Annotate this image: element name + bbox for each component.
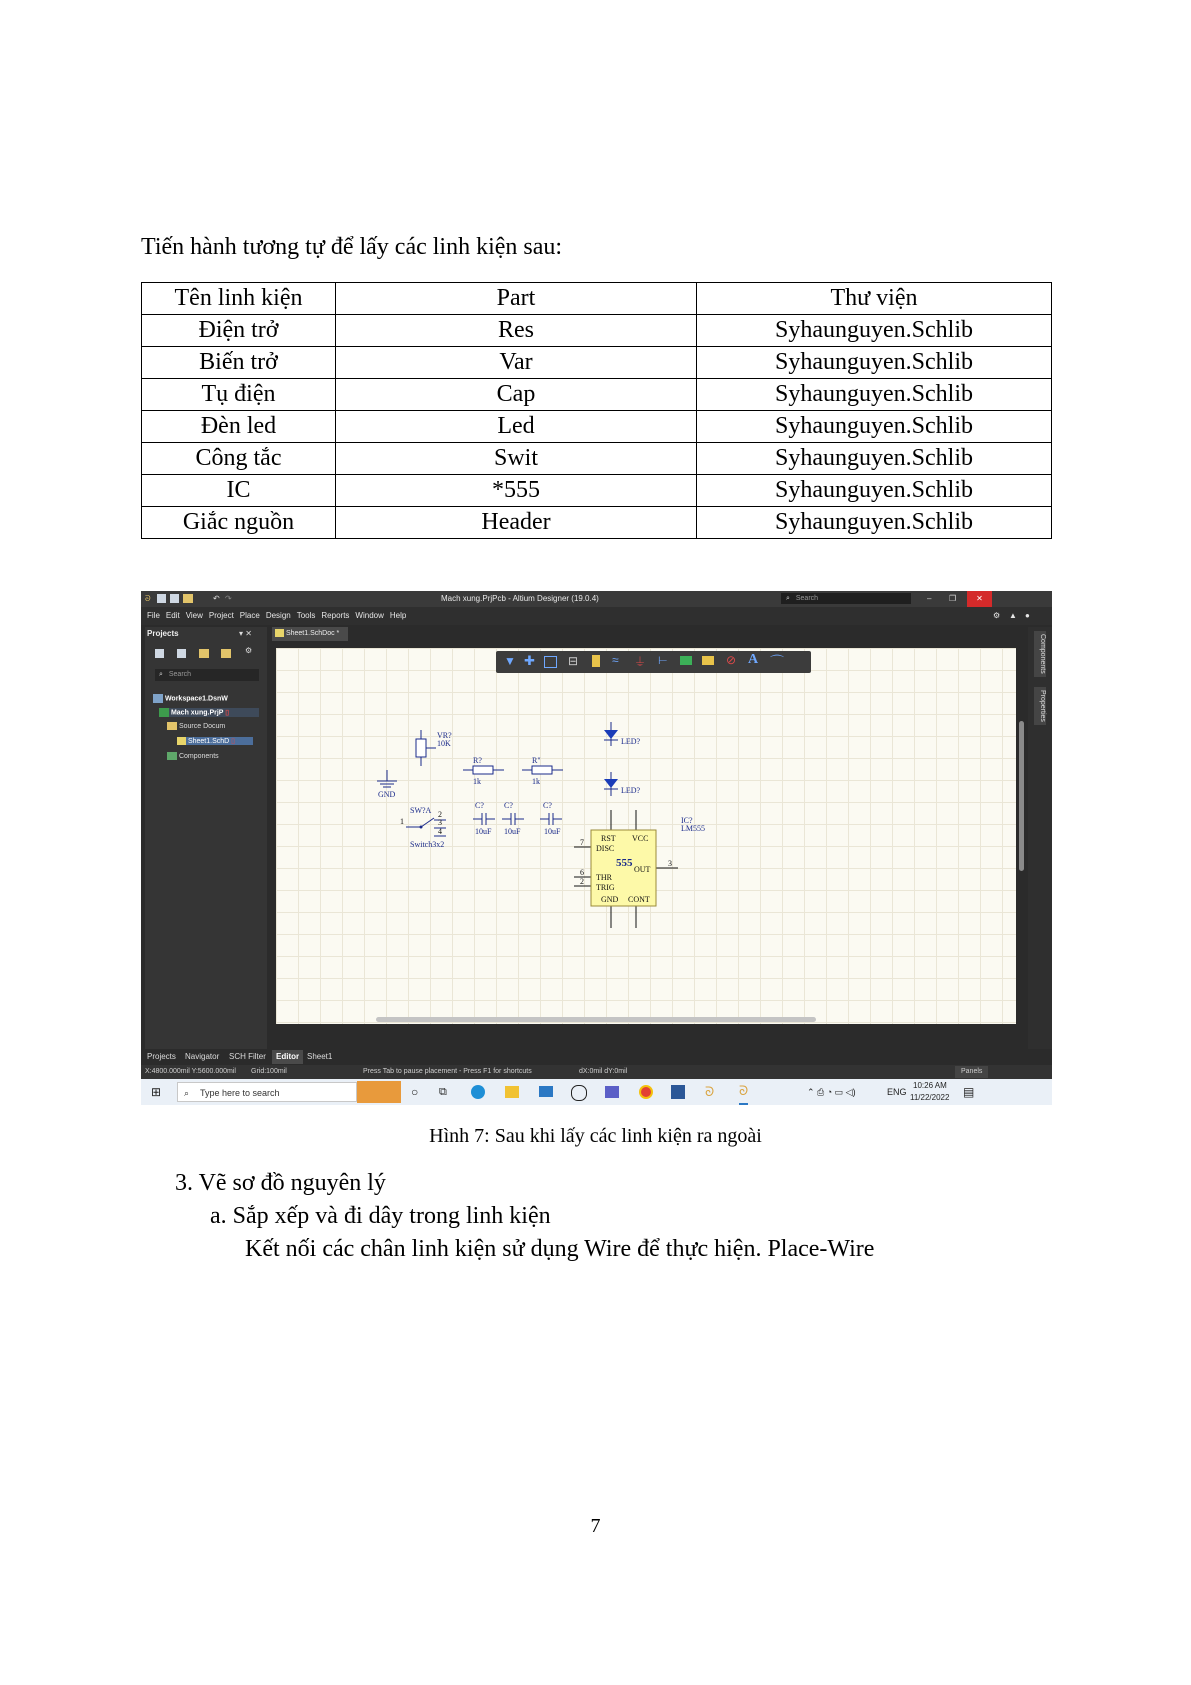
- r1-ref: R?: [473, 756, 482, 765]
- menu-reports[interactable]: Reports: [321, 611, 350, 620]
- menu-view[interactable]: View: [185, 611, 203, 620]
- tree-label: Source Docum: [178, 722, 226, 730]
- altium-screenshot: [141, 591, 1052, 1105]
- table-cell: Giắc nguồn: [142, 507, 336, 539]
- projects-panel: [145, 627, 267, 1049]
- capacitor-1[interactable]: [473, 801, 495, 836]
- table-cell: Syhaunguyen.Schlib: [697, 411, 1052, 443]
- projects-panel-title: Projects: [147, 629, 179, 638]
- bottom-tab-projects[interactable]: Projects: [147, 1052, 176, 1061]
- document-tab[interactable]: [272, 627, 348, 641]
- folder-icon: [167, 722, 177, 730]
- cap1-ref: C?: [475, 801, 484, 810]
- altium-active-taskbar-icon[interactable]: ᘐ: [739, 1079, 748, 1105]
- resistor-r2[interactable]: [522, 756, 563, 786]
- minimize-icon[interactable]: –: [927, 594, 932, 603]
- capacitor-3[interactable]: [540, 801, 562, 836]
- r2-ref: R": [532, 756, 541, 765]
- menu-window[interactable]: Window: [355, 611, 384, 620]
- switch-ref: SW?A: [410, 806, 432, 815]
- table-cell: Swit: [336, 443, 697, 475]
- ic-pin-gnd: GND: [601, 895, 619, 904]
- ic-center-label: 555: [616, 857, 633, 869]
- table-cell: Công tắc: [142, 443, 336, 475]
- ic-pin-thr: THR: [596, 873, 612, 882]
- save-all-icon[interactable]: [170, 594, 179, 603]
- table-cell: IC: [142, 475, 336, 507]
- text-icon[interactable]: A: [748, 652, 759, 667]
- task-view-icon[interactable]: ⧉: [439, 1086, 447, 1098]
- table-cell: Syhaunguyen.Schlib: [697, 507, 1052, 539]
- table-cell: Var: [336, 347, 697, 379]
- restore-icon[interactable]: ❐: [949, 594, 957, 603]
- table-cell: Syhaunguyen.Schlib: [697, 315, 1052, 347]
- sheet-entry-icon[interactable]: [702, 656, 714, 665]
- table-cell: Đèn led: [142, 411, 336, 443]
- menu-edit[interactable]: Edit: [165, 611, 180, 620]
- table-cell: Res: [336, 315, 697, 347]
- windows-taskbar: [141, 1079, 1052, 1105]
- vr-ref: VR?: [437, 731, 452, 740]
- panel-toolbar: [155, 647, 255, 661]
- ic-pin-vcc: VCC: [632, 834, 649, 843]
- bottom-tab-bar: [141, 1049, 1052, 1065]
- table-header: Part: [336, 283, 697, 315]
- table-cell: *555: [336, 475, 697, 507]
- search-icon: ⌕: [159, 671, 163, 678]
- align-icon[interactable]: ⊟: [568, 654, 579, 668]
- undo-icon[interactable]: ↶: [213, 594, 220, 603]
- switch-pin-3: 3: [438, 818, 442, 827]
- variable-resistor-vr[interactable]: [416, 730, 452, 766]
- dell-icon[interactable]: [571, 1085, 587, 1101]
- tree-label: Sheet1.SchD: [187, 738, 230, 745]
- cap2-value: 10uF: [504, 827, 521, 836]
- intro-text: Tiến hành tương tự để lấy các linh kiện sau:: [141, 234, 563, 260]
- project-options-icon[interactable]: [199, 649, 209, 658]
- components-table: [141, 282, 1052, 539]
- ic-555[interactable]: [574, 810, 705, 928]
- table-cell: Header: [336, 507, 697, 539]
- led2-label: LED?: [621, 786, 641, 795]
- modified-doc-icon: ▯: [225, 709, 230, 717]
- projects-search-placeholder: Search: [168, 671, 192, 678]
- horizontal-scrollbar[interactable]: [376, 1017, 816, 1022]
- altium-taskbar-icon[interactable]: ᘐ: [705, 1084, 715, 1099]
- ic-pin-cont: CONT: [628, 895, 650, 904]
- tree-label: Components: [178, 752, 219, 760]
- table-cell: Syhaunguyen.Schlib: [697, 475, 1052, 507]
- bottom-tab-sch-filter[interactable]: SCH Filter: [229, 1052, 266, 1061]
- workspace-icon: [153, 694, 163, 703]
- projects-search[interactable]: [155, 669, 259, 681]
- tree-item-project[interactable]: [159, 708, 259, 717]
- search-highlight-image-icon: [357, 1081, 401, 1103]
- bottom-tab-navigator[interactable]: Navigator: [185, 1052, 220, 1061]
- ic-value: LM555: [681, 824, 705, 833]
- file-explorer-icon[interactable]: [505, 1086, 519, 1098]
- table-cell: Syhaunguyen.Schlib: [697, 347, 1052, 379]
- open-folder-icon[interactable]: [183, 594, 193, 603]
- properties-side-tab[interactable]: Properties: [1034, 687, 1046, 725]
- menu-file[interactable]: File: [147, 611, 160, 620]
- menu-project[interactable]: Project: [208, 611, 234, 620]
- chrome-icon[interactable]: [639, 1085, 653, 1099]
- menu-tools[interactable]: Tools: [296, 611, 316, 620]
- tree-item-workspace[interactable]: [153, 694, 228, 703]
- table-row: [142, 379, 1052, 411]
- settings-icon[interactable]: ⚙: [993, 611, 1001, 620]
- move-icon[interactable]: ✚: [524, 653, 535, 668]
- table-row: [142, 443, 1052, 475]
- ic-pin-out: OUT: [634, 865, 651, 874]
- table-header-row: [142, 283, 1052, 315]
- gear-icon[interactable]: ⚙: [245, 646, 253, 655]
- table-row: [142, 411, 1052, 443]
- open-icon[interactable]: [221, 649, 231, 658]
- menu-place[interactable]: Place: [239, 611, 260, 620]
- components-side-tab[interactable]: Components: [1034, 631, 1046, 677]
- compile-icon[interactable]: [177, 649, 186, 658]
- table-row: [142, 315, 1052, 347]
- status-delta: dX:0mil dY:0mil: [579, 1068, 628, 1075]
- ic-pin-trig: TRIG: [596, 883, 615, 892]
- clock-date[interactable]: 11/22/2022: [910, 1093, 950, 1102]
- tree-label: Mach xung.PrjP: [170, 709, 224, 717]
- taskbar-search-placeholder: Type here to search: [200, 1088, 280, 1098]
- status-grid: Grid:100mil: [251, 1068, 287, 1075]
- modified-doc-icon: ▯: [231, 738, 236, 745]
- close-icon[interactable]: ✕: [967, 591, 992, 607]
- vertical-scrollbar[interactable]: [1019, 721, 1024, 871]
- menu-bar: [141, 607, 1052, 625]
- figure-caption: Hình 7: Sau khi lấy các linh kiện ra ngoài: [429, 1125, 762, 1147]
- menu-help[interactable]: Help: [389, 611, 407, 620]
- filter-icon[interactable]: ▼: [504, 654, 516, 668]
- table-row: [142, 507, 1052, 539]
- ic-pin-num-disc: 7: [580, 838, 584, 847]
- arc-icon[interactable]: ⌒: [770, 654, 784, 670]
- led-1[interactable]: [604, 722, 641, 746]
- sheet-symbol-icon[interactable]: [680, 656, 692, 665]
- clock-time[interactable]: 10:26 AM: [913, 1081, 947, 1090]
- mail-icon[interactable]: [539, 1086, 553, 1097]
- language-indicator[interactable]: ENG: [887, 1087, 907, 1097]
- schematic-doc-icon: [275, 629, 284, 637]
- table-cell: Syhaunguyen.Schlib: [697, 443, 1052, 475]
- table-header: Thư viện: [697, 283, 1052, 315]
- schematic-canvas[interactable]: [276, 648, 1016, 1024]
- project-icon: [159, 708, 169, 717]
- edge-icon[interactable]: [471, 1085, 485, 1099]
- tree-item-source-documents[interactable]: [167, 722, 225, 730]
- switch-value: Switch3x2: [410, 840, 445, 849]
- search-icon: ⌕: [184, 1088, 190, 1098]
- bus-icon[interactable]: ≈: [612, 653, 619, 667]
- table-cell: Tụ điện: [142, 379, 336, 411]
- tree-label: Workspace1.DsnW: [164, 695, 228, 703]
- folder-icon: [167, 752, 177, 760]
- resistor-r1[interactable]: [463, 756, 504, 786]
- app-logo-icon: ᘐ: [145, 594, 151, 603]
- switch-pin-4: 4: [438, 827, 442, 836]
- panel-pin-icon[interactable]: ▾ ✕: [239, 629, 252, 638]
- window-title: Mach xung.PrjPcb - Altium Designer (19.0.4): [441, 594, 599, 603]
- table-cell: Điện trở: [142, 315, 336, 347]
- teams-icon[interactable]: [605, 1086, 619, 1098]
- table-cell: Syhaunguyen.Schlib: [697, 379, 1052, 411]
- bottom-tab-editor[interactable]: Editor: [272, 1050, 303, 1064]
- table-cell: Biến trở: [142, 347, 336, 379]
- tree-item-sheet[interactable]: [177, 737, 253, 745]
- panels-button[interactable]: Panels: [955, 1066, 988, 1078]
- document-tab-bar: [272, 627, 1052, 641]
- table-row: [142, 347, 1052, 379]
- notifications-icon[interactable]: ▲: [1009, 611, 1017, 620]
- table-header: Tên linh kiện: [142, 283, 336, 315]
- cortana-icon[interactable]: ○: [411, 1085, 419, 1099]
- table-cell: Led: [336, 411, 697, 443]
- ic-pin-disc: DISC: [596, 844, 615, 853]
- subsection-heading: a. Sắp xếp và đi dây trong linh kiện: [210, 1203, 551, 1229]
- notification-center-icon[interactable]: ▤: [963, 1085, 975, 1099]
- status-coords: X:4800.000mil Y:5600.000mil: [145, 1068, 236, 1075]
- directive-icon[interactable]: ⊘: [726, 653, 737, 667]
- search-placeholder: Search: [795, 595, 819, 602]
- cap2-ref: C?: [504, 801, 513, 810]
- led-2[interactable]: [604, 772, 641, 796]
- search-icon: ⌕: [786, 595, 790, 602]
- save-icon[interactable]: [157, 594, 166, 603]
- status-hint: Press Tab to pause placement - Press F1 for shortcuts: [363, 1068, 532, 1075]
- gnd-label: GND: [378, 790, 396, 799]
- placement-toolbar: [496, 651, 811, 673]
- global-search[interactable]: [781, 593, 911, 604]
- word-icon[interactable]: [671, 1085, 685, 1099]
- bottom-tab-sheet1[interactable]: Sheet1: [307, 1052, 333, 1061]
- schematic-drawing: [276, 648, 1016, 1024]
- ic-pin-num-trig: 2: [580, 877, 584, 886]
- page-number: 7: [590, 1515, 601, 1537]
- cap3-value: 10uF: [544, 827, 561, 836]
- ic-pin-num-thr: 6: [580, 868, 584, 877]
- save-icon[interactable]: [155, 649, 164, 658]
- select-icon[interactable]: [544, 656, 557, 668]
- cap3-ref: C?: [543, 801, 552, 810]
- capacitor-2[interactable]: [502, 801, 524, 836]
- taskbar-search[interactable]: [177, 1082, 357, 1102]
- ic-pin-num-out: 3: [668, 859, 672, 868]
- led1-label: LED?: [621, 737, 641, 746]
- vr-value: 10K: [437, 739, 451, 748]
- table-cell: Cap: [336, 379, 697, 411]
- r1-value: 1k: [473, 777, 481, 786]
- ic-ref: IC?: [681, 816, 693, 825]
- table-row: [142, 475, 1052, 507]
- body-text: Kết nối các chân linh kiện sử dụng Wire để thực hiện. Place-Wire: [245, 1236, 875, 1262]
- switch-sw[interactable]: [400, 806, 446, 849]
- redo-icon[interactable]: ↷: [225, 594, 232, 603]
- user-icon[interactable]: ●: [1025, 611, 1030, 620]
- menu-design[interactable]: Design: [265, 611, 291, 620]
- part-icon[interactable]: [592, 655, 600, 667]
- ic-pin-rst: RST: [601, 834, 616, 843]
- tree-item-components[interactable]: [167, 752, 219, 760]
- section-heading: 3. Vẽ sơ đồ nguyên lý: [175, 1170, 386, 1196]
- document-tab-label: Sheet1.SchDoc *: [285, 630, 340, 637]
- switch-pin-2: 2: [438, 810, 442, 819]
- switch-pin-1: 1: [400, 817, 404, 826]
- schematic-doc-icon: [177, 737, 186, 745]
- windows-start-icon[interactable]: ⊞: [151, 1085, 162, 1099]
- cap1-value: 10uF: [475, 827, 492, 836]
- port-icon[interactable]: ⊢: [658, 655, 668, 667]
- r2-value: 1k: [532, 777, 540, 786]
- title-bar: [141, 591, 1052, 607]
- system-tray-icons[interactable]: ⌃ ⎙ ◔ ▭ ◁): [807, 1087, 856, 1097]
- gnd-symbol[interactable]: [377, 770, 397, 799]
- power-port-icon[interactable]: ⏚: [634, 655, 647, 669]
